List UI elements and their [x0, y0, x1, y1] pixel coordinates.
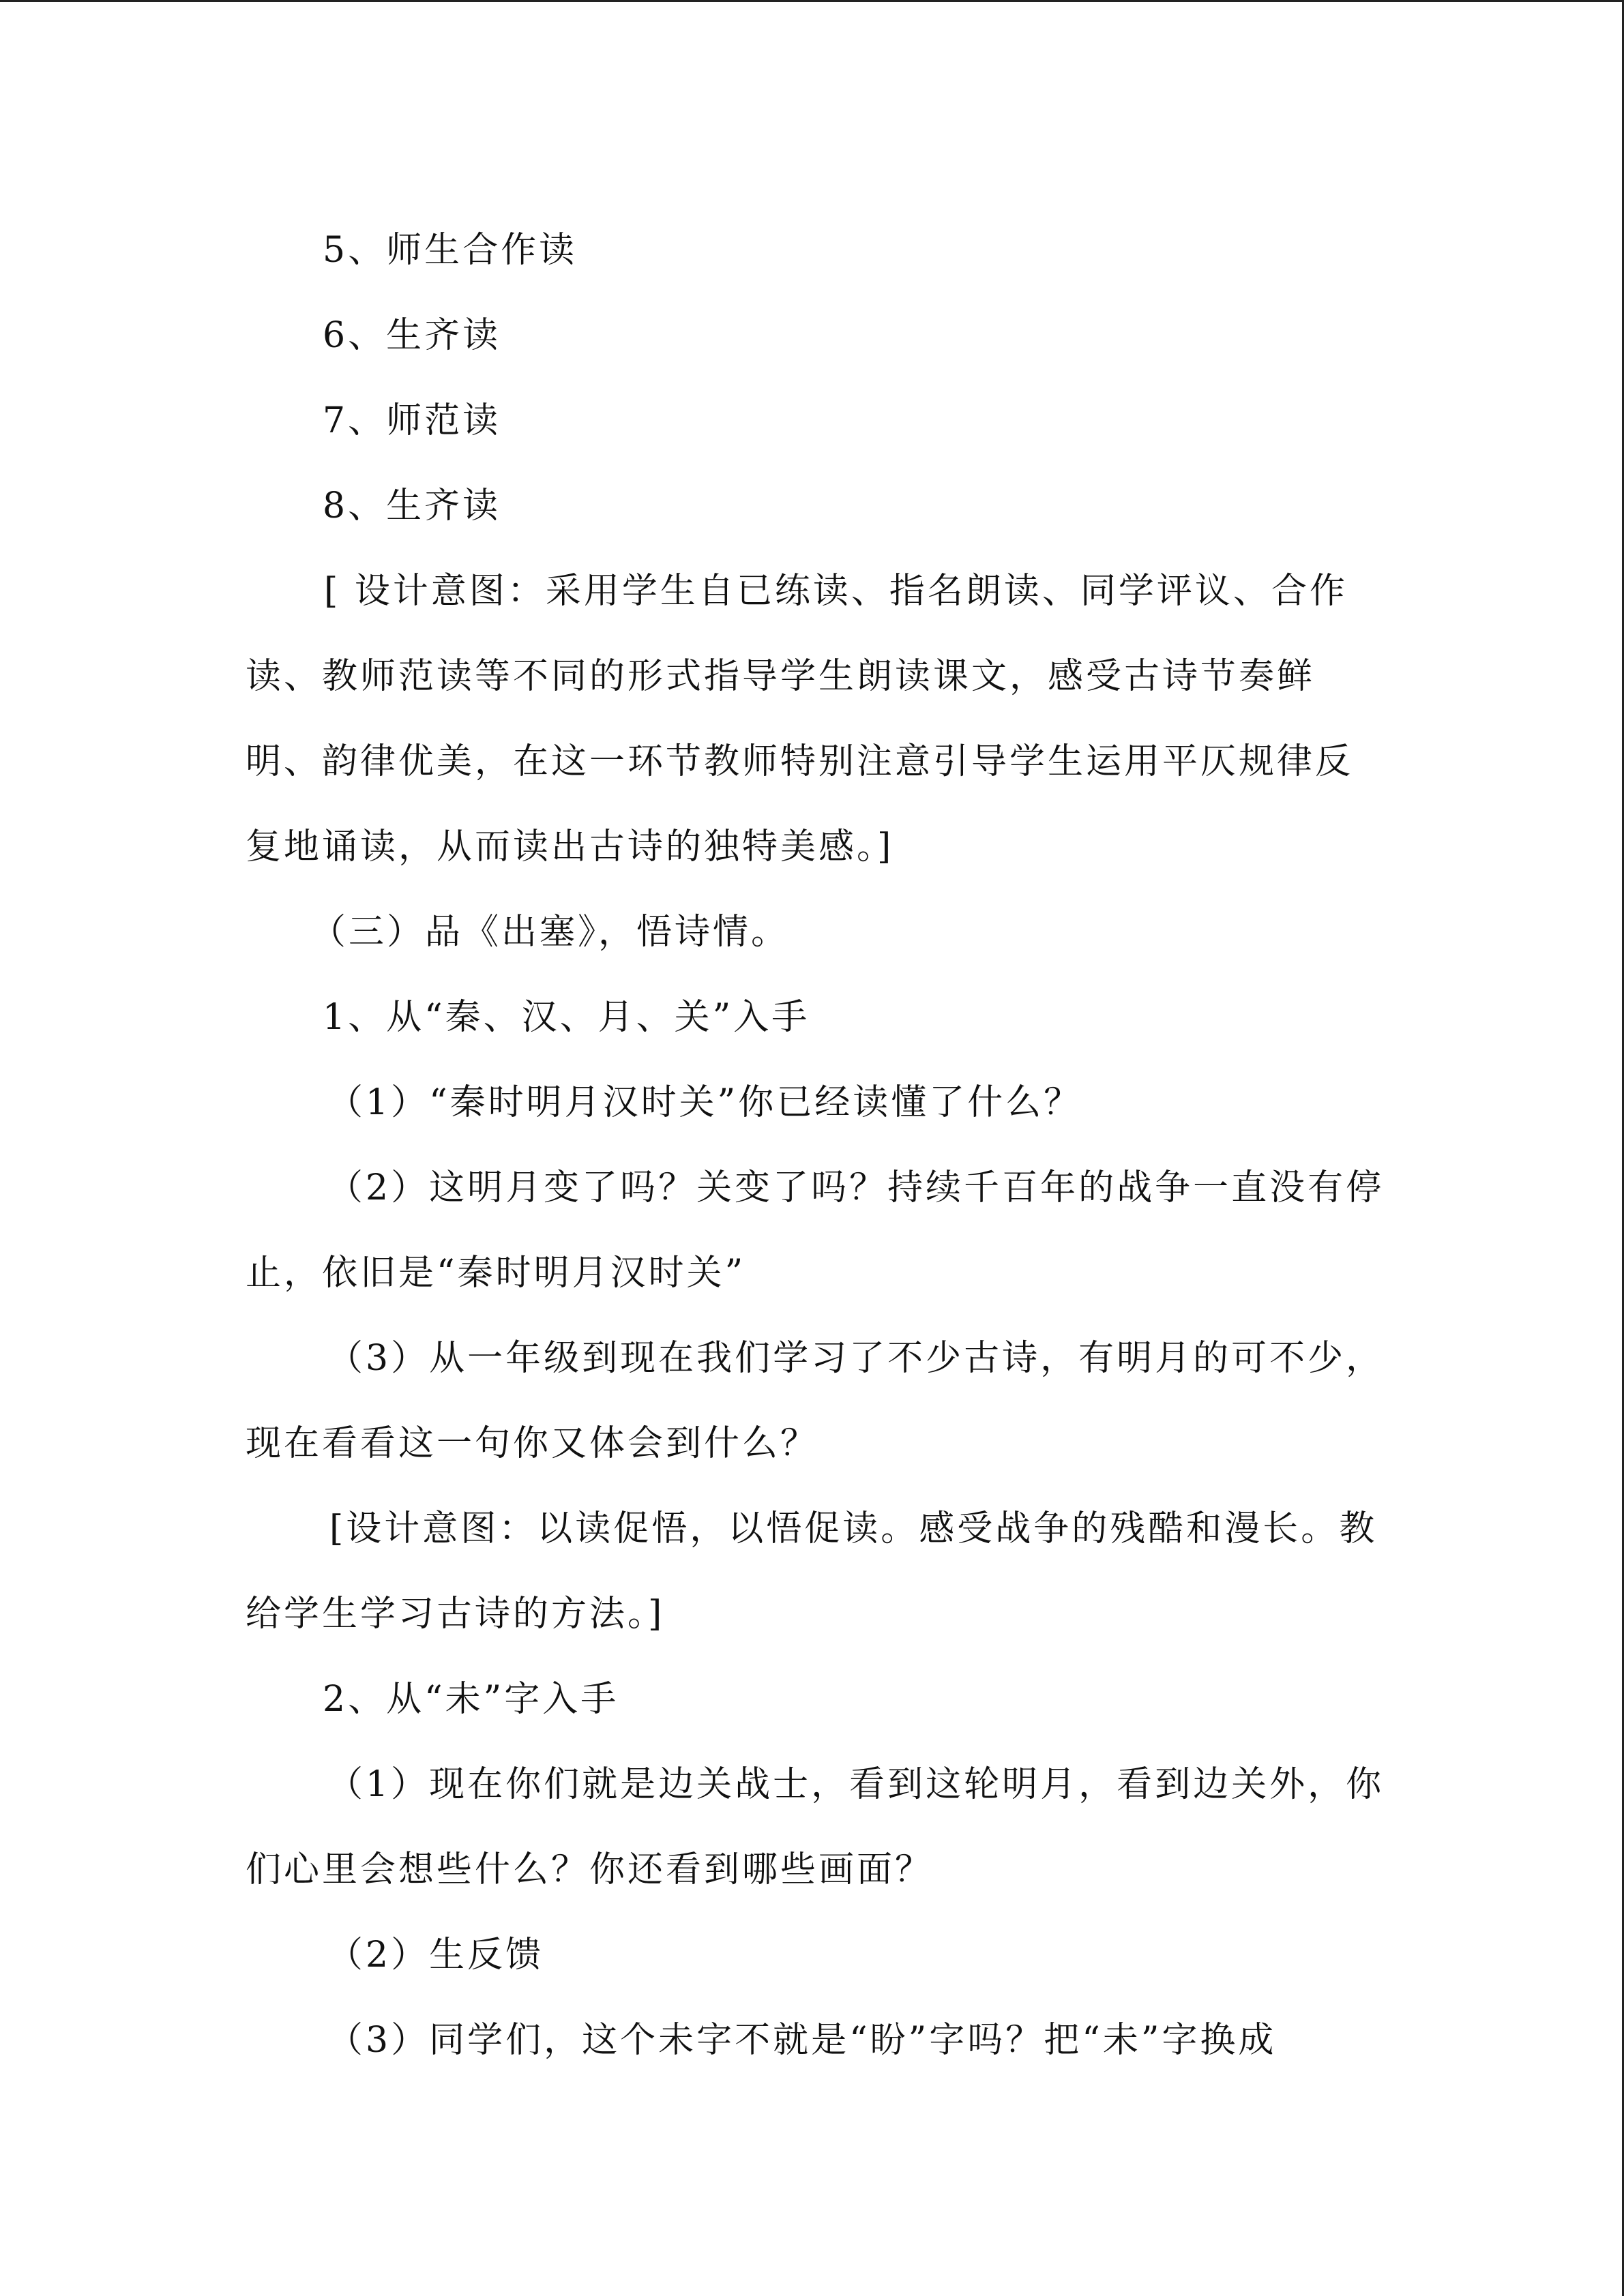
- list-item-8: 8、生齐读: [323, 486, 501, 526]
- question-1-2-line-1: （2）这明月变了吗？关变了吗？持续千百年的战争一直没有停: [327, 1167, 1385, 1208]
- subsection-heading-2: 2、从“未”字入手: [323, 1679, 619, 1720]
- design-intent-2-line-1: [设计意图：以读促悟，以悟促读。感受战争的残酷和漫长。教: [329, 1508, 1378, 1549]
- design-intent-2-line-2: 给学生学习古诗的方法。]: [246, 1594, 665, 1635]
- question-1-3-line-2: 现在看看这一句你又体会到什么？: [246, 1423, 819, 1464]
- document-body: [246, 208, 1385, 2083]
- question-1-2-line-2: 止，依旧是“秦时明月汉时关”: [246, 1253, 746, 1294]
- question-1-1: （1）“秦时明月汉时关”你已经读懂了什么？: [327, 1082, 1082, 1123]
- question-2-3: （3）同学们，这个未字不就是“盼”字吗？把“未”字换成: [327, 2020, 1277, 2061]
- section-heading-3: （三）品《出塞》，悟诗情。: [310, 912, 790, 953]
- design-intent-1-line-2: 读、教师范读等不同的形式指导学生朗读课文，感受古诗节奏鲜: [246, 656, 1316, 697]
- list-item-6: 6、生齐读: [323, 315, 501, 356]
- question-2-1-line-2: 们心里会想些什么？你还看到哪些画面？: [246, 1849, 934, 1890]
- page-border-top: [0, 0, 1624, 2]
- design-intent-1-line-3: 明、韵律优美，在这一环节教师特别注意引导学生运用平仄规律反: [246, 741, 1354, 782]
- design-intent-1-line-4: 复地诵读，从而读出古诗的独特美感。]: [246, 826, 894, 867]
- design-intent-1-line-1: [ 设计意图：采用学生自已练读、指名朗读、同学评议、合作: [324, 571, 1348, 612]
- question-2-2: （2）生反馈: [327, 1935, 544, 1976]
- list-item-7: 7、师范读: [323, 400, 501, 441]
- question-2-1-line-1: （1）现在你们就是边关战士，看到这轮明月，看到边关外，你: [327, 1764, 1385, 1805]
- subsection-heading-1: 1、从“秦、汉、月、关”入手: [323, 997, 810, 1038]
- question-1-3-line-1: （3）从一年级到现在我们学习了不少古诗，有明月的可不少，: [327, 1338, 1385, 1379]
- list-item-5: 5、师生合作读: [323, 230, 578, 271]
